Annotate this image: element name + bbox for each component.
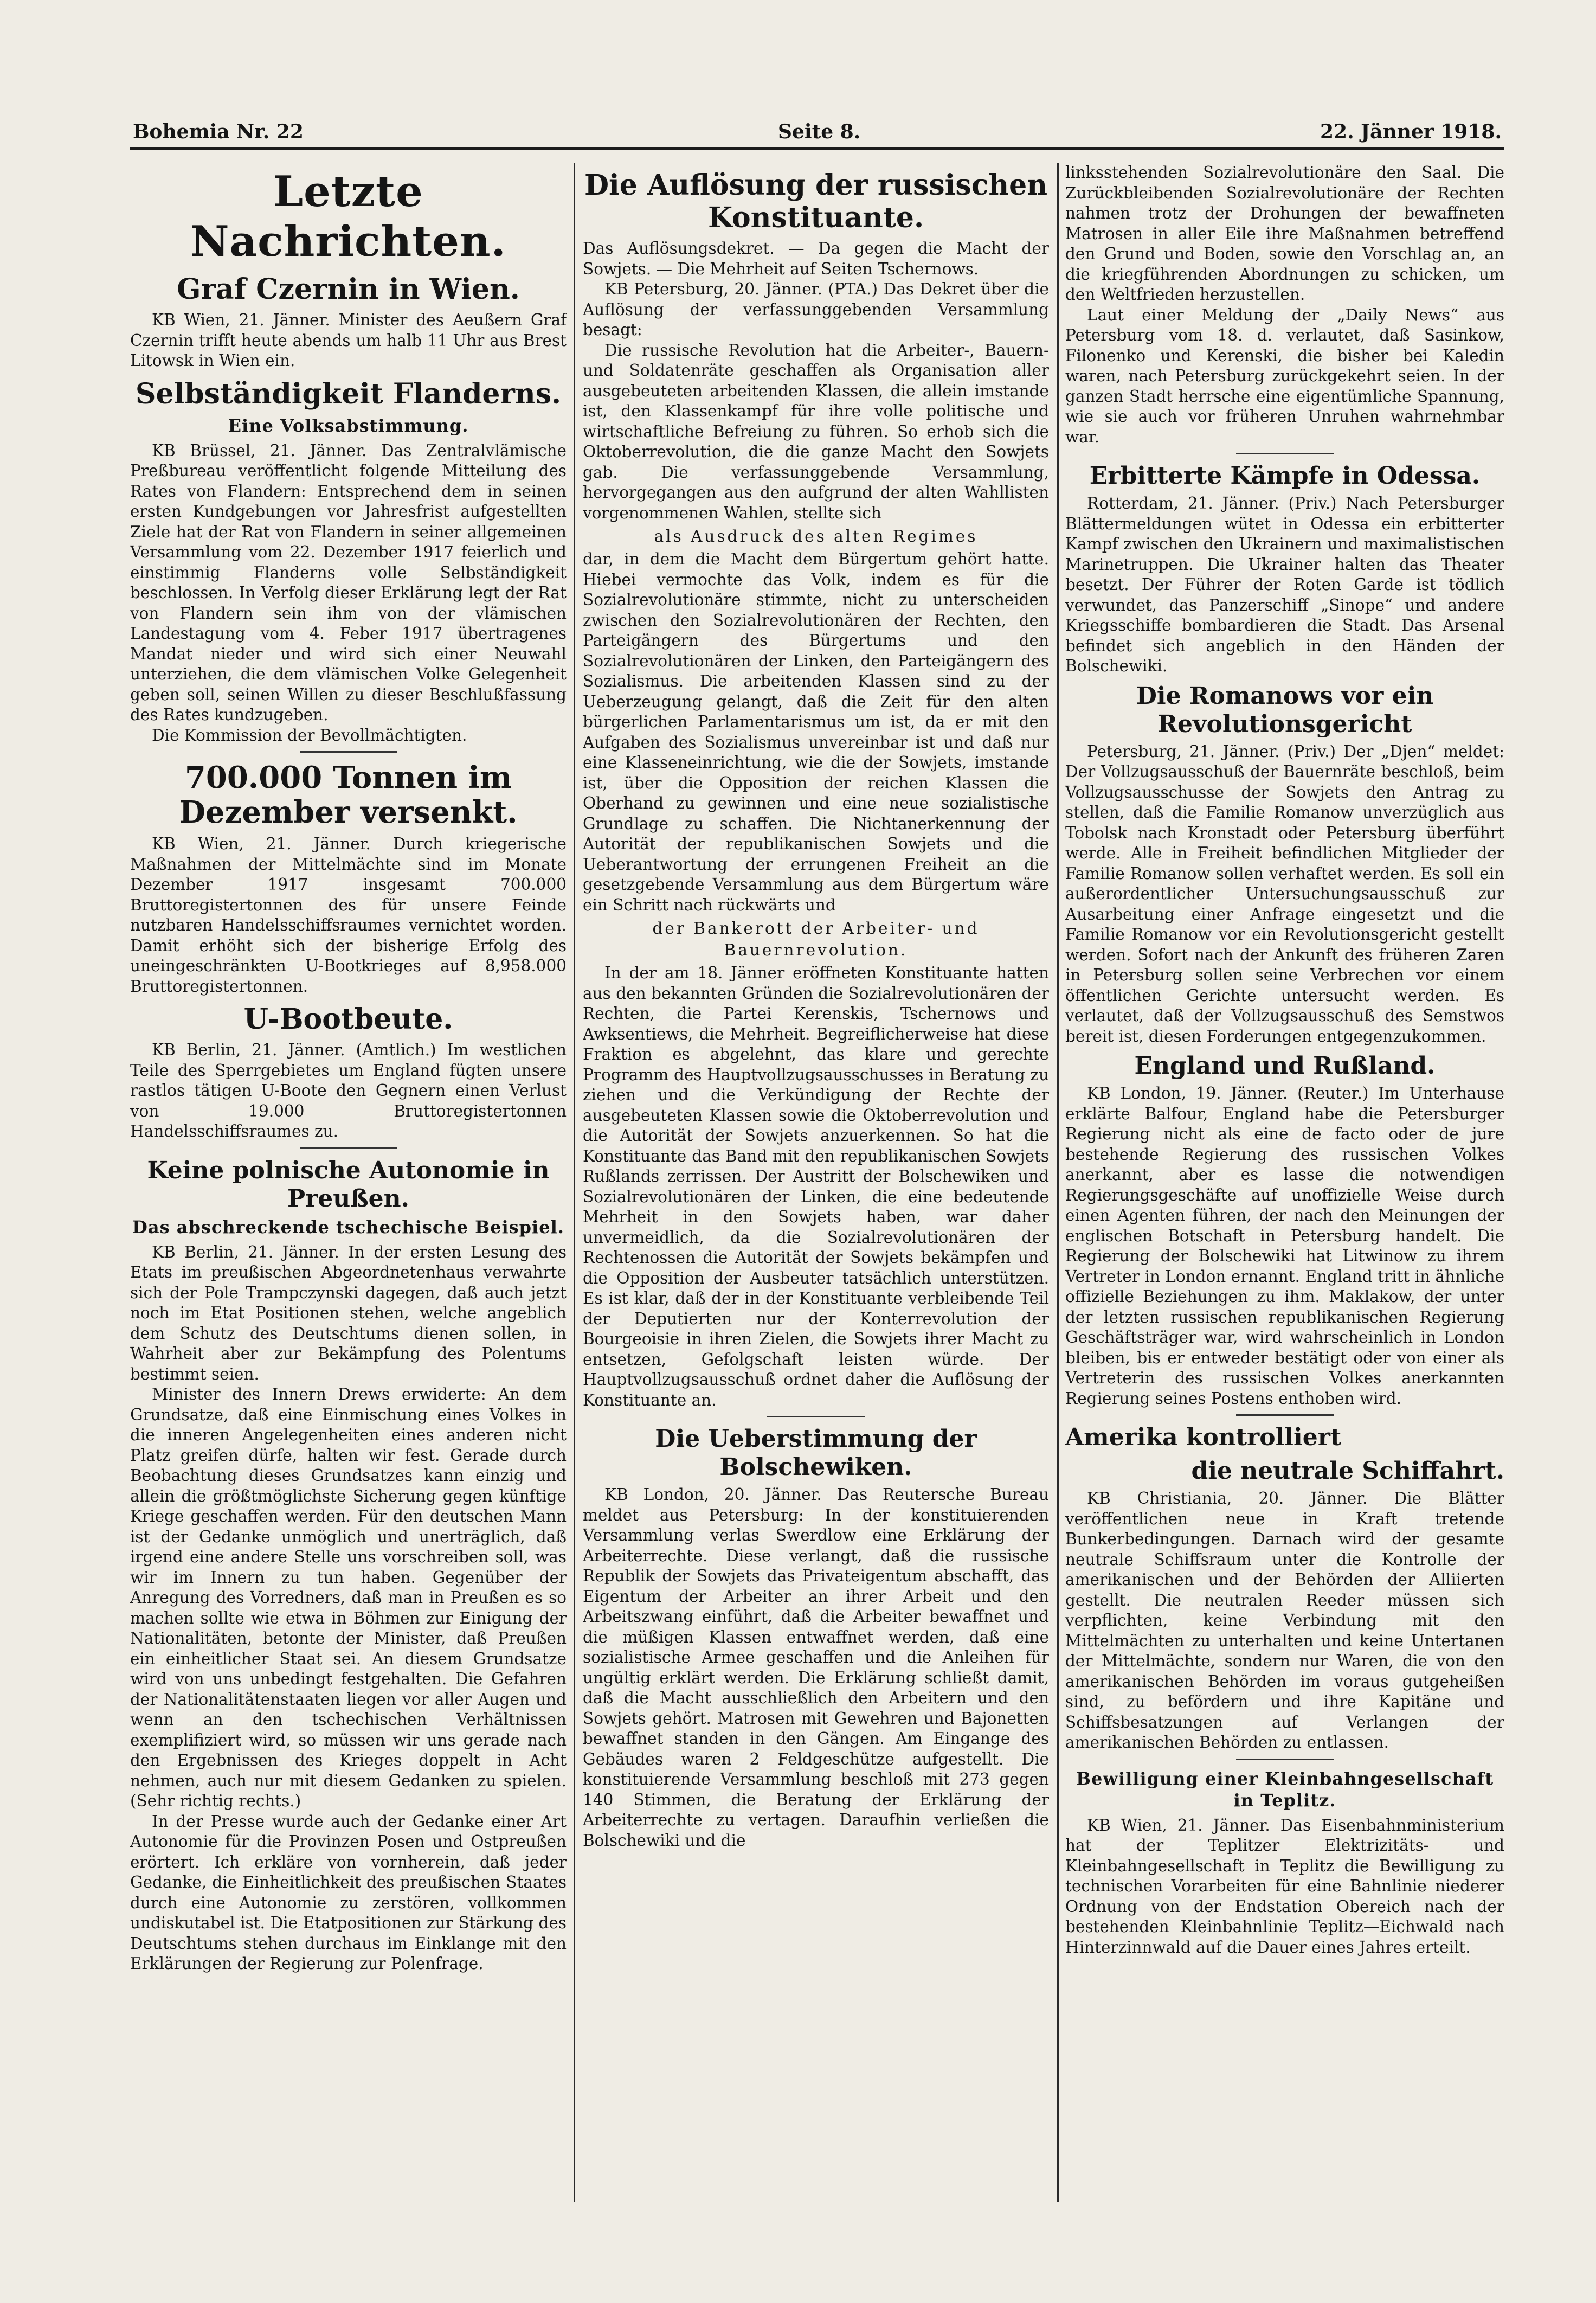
article-heading-tonnen: 700.000 Tonnen im Dezember versenkt. xyxy=(179,760,518,830)
article-subheading-polen: Das abschreckende tschechische Beispiel. xyxy=(132,1216,564,1237)
article-divider xyxy=(300,1147,397,1149)
article-heading-amerika-1: Amerika kontrolliert xyxy=(1065,1423,1342,1451)
article-text-continued: linksstehenden Sozialrevolutionäre den Saal. Die Zurückbleibenden Sozialrevolutionäre der Rechten nahmen trotz der Drohungen der bewaffneten Matrosen in aller Eile ihre Maßnahmen betreffend den Grund und Boden, sowie den Vorschlag an, an die kriegführenden Abordnungen zu schicken, um den Weltfrieden herzustellen. xyxy=(1065,163,1504,304)
article-text-konstituante-1: KB Petersburg, 20. Jänner. (PTA.) Das Dekret über die Auflösung der verfassunggebenden Versammlung besagt: xyxy=(583,280,1049,339)
article-heading-england: England und Rußland. xyxy=(1134,1052,1436,1080)
article-text-flandern: KB Brüssel, 21. Jänner. Das Zentralvlämische Preßbureau veröffentlicht folgende Mitteilung des Rates von Flandern: Entsprechend dem in seinen ersten Kundgebungen vor Jahresfrist aufgestellten Ziele hat der Rat von Flandern in seiner allgemeinen Versammlung vom 22. Dezember 1917 feierlich und einstimmig Flanderns volle Selbständigkeit beschlossen. In Verfolg dieser Erklärung legt der Rat von Flandern sein ihm von der vlämischen Landestagung vom 4. Feber 1917 übertragenes Mandat nieder und wird sich einer Neuwahl unterziehen, die dem vlämischen Volke Gelegenheit geben soll, seinen Willen zu dieser Beschlußfassung des Rates kundzugeben. xyxy=(130,441,567,724)
article-heading-bolschewiken: Die Ueberstimmung der Bolschewiken. xyxy=(655,1425,977,1481)
section-title: Letzte Nachrichten. xyxy=(190,167,506,266)
header-page-number: Seite 8. xyxy=(778,120,861,143)
article-divider xyxy=(1236,1414,1334,1416)
column-3 xyxy=(1065,163,1504,2234)
article-text-daily-news: Laut einer Meldung der „Daily News“ aus Petersburg vom 18. d. verlautet, daß Sasinkow, Filonenko und Kerenski, die bisher bei Kaledin waren, nach Petersburg zurückgekehrt seien. In der ganzen Stadt herrsche eine eigentümliche Spannung, wie sie auch vor früheren Unruhen wahrnehmbar war. xyxy=(1065,305,1504,446)
article-subheading-flandern: Eine Volksabstimmung. xyxy=(228,415,469,436)
column-divider-1 xyxy=(574,163,575,2202)
article-signature-flandern: Die Kommission der Bevollmächtigten. xyxy=(152,726,467,745)
article-heading-romanows: Die Romanows vor ein Revolutionsgericht xyxy=(1136,682,1434,738)
article-heading-ubootbeute: U-Bootbeute. xyxy=(243,1003,453,1036)
column-1 xyxy=(130,163,567,2234)
article-text-polen-3: In der Presse wurde auch der Gedanke einer Art Autonomie für die Provinzen Posen und Ostpreußen erörtert. Ich erkläre von vornherein, daß jeder Gedanke, die Einheitlichkeit des preußischen Staates durch eine Autonomie zu zerstören, vollkommen undiskutabel ist. Die Etatpositionen zur Stärkung des Deutschtums stehen durchaus im Einklange mit den Erklärungen der Regierung zur Polenfrage. xyxy=(130,1812,567,1973)
article-text-teplitz: KB Wien, 21. Jänner. Das Eisenbahnministerium hat der Teplitzer Elektrizitäts- und Kleinbahngesellschaft in Teplitz die Bewilligung zu technischen Vorarbeiten für eine Bahnlinie niederer Ordnung von der Endstation Obereich nach der bestehenden Kleinbahnlinie Teplitz—Eichwald nach Hinterzinnwald auf die Dauer eines Jahres erteilt. xyxy=(1065,1816,1504,1956)
article-heading-odessa: Erbitterte Kämpfe in Odessa. xyxy=(1089,462,1481,490)
article-text-polen-1: KB Berlin, 21. Jänner. In der ersten Lesung des Etats im preußischen Abgeordnetenhaus verwahrte sich der Pole Trampczynski dagegen, daß auch jetzt noch im Etat Positionen stehen, welche angeblich dem Schutz des Deutschtums dienen sollen, in Wahrheit aber zur Bekämpfung des Polentums bestimmt seien. xyxy=(130,1242,567,1383)
article-text-england: KB London, 19. Jänner. (Reuter.) Im Unterhause erklärte Balfour, England habe die Petersburger Regierung nicht als eine de facto oder de jure bestehende Regierung des russischen Volkes anerkannt, aber es lasse die notwendigen Regierungsgeschäfte auf unoffizielle Weise durch einen Agenten führen, der nach den Meinungen der englischen Botschaft in Petersburg handelt. Die Regierung der Bolschewiki hat Litwinow zu ihrem Vertreter in London ernannt. England tritt in ähnliche offizielle Beziehungen zu ihm. Maklakow, der unter der letzten russischen republikanischen Regierung Geschäftsträger war, wird wahrscheinlich in London bleiben, bis er entweder bestätigt oder von einer als Vertreterin des russischen Volkes anerkannten Regierung seines Postens enthoben wird. xyxy=(1065,1084,1504,1408)
article-heading-teplitz: Bewilligung einer Kleinbahngesellschaft in Teplitz. xyxy=(1076,1768,1494,1811)
article-divider xyxy=(1236,453,1334,454)
column-2 xyxy=(583,163,1049,2234)
article-text-romanows: Petersburg, 21. Jänner. (Priv.) Der „Djen“ meldet: Der Vollzugsausschuß der Bauernräte beschloß, beim Vollzugsausschusse der Sowjets den Antrag zu stellen, daß die Familie Romanow unverzüglich aus Tobolsk nach Kronstadt oder Petersburg überführt werde. Alle in Freiheit befindlichen Mitglieder der Familie Romanow sollen verhaftet werden. Es soll ein außerordentlicher Untersuchungsausschuß zur Ausarbeitung einer Anfrage eingesetzt und die Familie Romanow vor ein Revolutionsgericht gestellt werden. Sofort nach der Ankunft des früheren Zaren in Petersburg sollen seine Verbrechen vor einem öffentlichen Gerichte untersucht werden. Es verlautet, daß der Vollzugsausschuß des Semstwos bereit ist, diesen Forderungen entgegenzukommen. xyxy=(1065,742,1504,1045)
article-heading-konstituante: Die Auflösung der russischen Konstituante. xyxy=(584,169,1048,234)
article-divider xyxy=(1236,1759,1334,1760)
header-rule xyxy=(130,147,1504,150)
article-text-polen-2: Minister des Innern Drews erwiderte: An dem Grundsatze, daß eine Einmischung eines Volkes in die inneren Angelegenheiten eines anderen nicht Platz greifen dürfe, halten wir fest. Gerade durch Beobachtung dieses Grundsatzes kann einzig und allein die größtmöglichste Sicherung gegen künftige Kriege geschaffen werden. Für den deutschen Mann ist der Gedanke unmöglich und unerträglich, daß irgend eine andere Stelle uns vorschreiben soll, was wir im Innern zu tun haben. Gegenüber der Anregung des Vorredners, daß man in Preußen es so machen sollte wie etwa in Böhmen zur Einigung der Nationalitäten, betonte der Minister, daß Preußen ein einheitlicher Staat sei. An diesem Grundsatze wird von uns unbedingt festgehalten. Die Gefahren der Nationalitätenstaaten liegen vor aller Augen und wenn an den tschechischen Verhältnissen exemplifiziert wird, so müssen wir uns gerade nach den Ergebnissen des Krieges doppelt in Acht nehmen, auch nur mit diesem Gedanken zu spielen. (Sehr richtig rechts.) xyxy=(130,1385,567,1810)
article-text-bolschewiken: KB London, 20. Jänner. Das Reutersche Bureau meldet aus Petersburg: In der konstituierenden Versammlung verlas Swerdlow eine Erklärung der Arbeiterrechte. Diese verlangt, daß die russische Republik der Sowjets das Privateigentum abschafft, das Eigentum der Arbeiter an ihrer Arbeit und den Arbeitszwang einführt, daß die Arbeiter bewaffnet und die müßigen Klassen entwaffnet werden, daß eine sozialistische Armee geschaffen und die Anleihen für ungültig erklärt werden. Die Erklärung schließt damit, daß die Macht ausschließlich den Arbeitern und den Sowjets gehört. Matrosen mit Gewehren und Bajonetten bewaffnet standen in den Gängen. Am Eingange des Gebäudes waren 2 Feldgeschütze aufgestellt. Die konstituierende Versammlung beschloß mit 273 gegen 140 Stimmen, die Beratung der Erklärung der Arbeiterrechte zu vertagen. Daraufhin verließen die Bolschewiki und die xyxy=(583,1485,1049,1850)
article-text-czernin: KB Wien, 21. Jänner. Minister des Aeußern Graf Czernin trifft heute abends um halb 11 Uhr aus Brest Litowsk in Wien ein. xyxy=(130,311,567,370)
article-lead-konstituante: Das Auflösungsdekret. — Da gegen die Macht der Sowjets. — Die Mehrheit auf Seiten Tschernows. xyxy=(583,239,1049,278)
article-text-konstituante-4: In der am 18. Jänner eröffneten Konstituante hatten aus den bekannten Gründen die Sozialrevolutionären der Rechten, die Partei Kerenskis, Tschernows und Awksentiews, die Mehrheit. Begreiflicherweise hat diese Fraktion es abgelehnt, das klare und gerechte Programm des Hauptvollzugsausschusses in Beratung zu ziehen und die Verkündigung der Rechte der ausgebeuteten Klassen sowie die Oktoberrevolution und die Autorität der Sowjets anzuerkennen. So hat die Konstituante das Band mit den republikanischen Sowjets Rußlands zerrissen. Der Austritt der Bolschewiken und Sozialrevolutionären der Linken, die eine bedeutende Mehrheit in den Sowjets haben, war daher unvermeidlich, da die Sozialrevolutionären der Rechtenossen die Autorität der Sowjets bekämpfen und die Opposition der Ausbeuter tatsächlich unterstützen. Es ist klar, daß der in der Konstituante verbleibende Teil der Deputierten nur der Konterrevolution der Bourgeoisie in ihren Zielen, die Sowjets ihrer Macht zu entsetzen, Gefolgschaft leisten würde. Der Hauptvollzugsausschuß ordnet daher die Auflösung der Konstituante an. xyxy=(583,964,1049,1409)
article-spaced-konstituante-1: als Ausdruck des alten Regimes xyxy=(654,527,978,546)
article-text-konstituante-3: dar, in dem die Macht dem Bürgertum gehört hatte. Hiebei vermochte das Volk, indem es für die Sozialrevolutionäre stimmte, nicht zu unterscheiden zwischen den Sozialrevolutionären der Rechten, den Parteigängern des Bürgertums und den Sozialrevolutionären der Linken, den Parteigängern des Sozialismus. Die arbeitenden Klassen sind zu der Ueberzeugung gelangt, daß die Zeit für den alten bürgerlichen Parlamentarismus um ist, da er mit den Aufgaben des Sozialismus unvereinbar ist und daß nur eine Klasseneinrichtung, wie die der Sowjets, imstande ist, über die Opposition der reichen Klassen die Oberhand zu gewinnen und eine neue sozialistische Grundlage zu schaffen. Die Nichtanerkennung der Autorität der republikanischen Sowjets und die Ueberantwortung der errungenen Freiheit an die gesetzgebende Versammlung aus dem Bürgertum wäre ein Schritt nach rückwärts und xyxy=(583,550,1049,914)
page-header xyxy=(133,120,1502,147)
header-paper-name: Bohemia Nr. 22 xyxy=(133,120,304,143)
article-text-konstituante-2: Die russische Revolution hat die Arbeiter-, Bauern- und Soldatenräte geschaffen als Organisation aller ausgebeuteten arbeitenden Klassen, die allein imstande ist, den Klassenkampf für ihre volle politische und wirtschaftliche Befreiung zu führen. So erhob sich die Oktoberrevolution, die die ganze Macht den Sowjets gab. Die verfassunggebende Versammlung, hervorgegangen aus den aufgrund der alten Wahllisten vorgenommenen Wahlen, stellte sich xyxy=(583,341,1049,522)
article-text-ubootbeute: KB Berlin, 21. Jänner. (Amtlich.) Im westlichen Teile des Sperrgebietes um England fügten unsere rastlos tätigen U-Boote den Gegnern einen Verlust von 19.000 Bruttoregistertonnen Handelsschiffsraumes zu. xyxy=(130,1041,567,1140)
article-spaced-konstituante-2: der Bankerott der Arbeiter- und Bauernrevolution. xyxy=(652,919,980,959)
article-divider xyxy=(767,1416,865,1417)
article-heading-polen: Keine polnische Autonomie in Preußen. xyxy=(147,1156,550,1213)
article-text-tonnen: KB Wien, 21. Jänner. Durch kriegerische Maßnahmen der Mittelmächte sind im Monate Dezember 1917 insgesamt 700.000 Bruttoregistertonnen des für unsere Feinde nutzbaren Handelsschiffsraumes vernichtet worden. Damit erhöht sich der bisherige Erfolg des uneingeschränkten U-Bootkrieges auf 8,958.000 Bruttoregistertonnen. xyxy=(130,835,567,996)
article-text-odessa: Rotterdam, 21. Jänner. (Priv.) Nach Petersburger Blättermeldungen wütet in Odessa ein erbitterter Kampf zwischen den Ukrainern und maximalistischen Marinetruppen. Die Ukrainer halten das Theater besetzt. Der Führer der Roten Garde ist tödlich verwundet, das Panzerschiff „Sinope“ und andere Kriegsschiffe bombardieren die Stadt. Das Arsenal befindet sich angeblich in den Händen der Bolschewiki. xyxy=(1065,494,1504,675)
article-heading-flandern: Selbständigkeit Flanderns. xyxy=(135,377,562,410)
article-text-amerika: KB Christiania, 20. Jänner. Die Blätter veröffentlichen neue in Kraft tretende Bunkerbedingungen. Darnach wird der gesamte neutrale Schiffsraum unter die Kontrolle der amerikanischen und der Behörden der Alliierten gestellt. Die neutralen Reeder müssen sich verpflichten, keine Verbindung mit den Mittelmächten zu unterhalten und keine Untertanen der Mittelmächte, sondern nur Waren, die von den amerikanischen Behörden im voraus gutgeheißen sind, zu befördern und ihre Kapitäne und Schiffsbesatzungen auf Verlangen der amerikanischen Behörden zu entlassen. xyxy=(1065,1489,1504,1752)
column-divider-2 xyxy=(1057,163,1059,2202)
article-heading-czernin: Graf Czernin in Wien. xyxy=(177,273,520,306)
article-heading-amerika-2: die neutrale Schiffahrt. xyxy=(1191,1457,1504,1485)
header-date: 22. Jänner 1918. xyxy=(1320,120,1502,143)
article-divider xyxy=(300,751,397,753)
